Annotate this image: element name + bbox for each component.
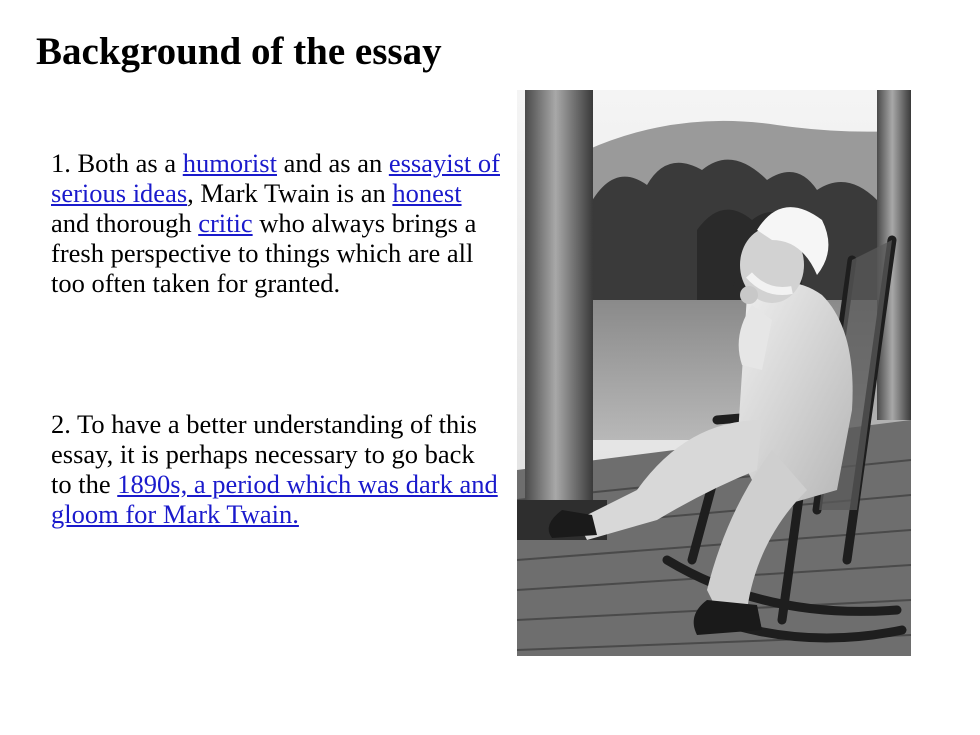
essayist-link[interactable]: essayist of serious ideas [51,148,500,208]
paragraph-1-text: and as an [276,148,389,178]
humorist-link[interactable]: humorist [182,148,277,178]
paragraph-1-text: and thorough [51,208,199,238]
paragraph-1-text: , Mark Twain is an [187,178,393,208]
paragraph-1-text: who always brings a fresh perspective to things which are all too often taken for granted. [51,208,477,298]
1890s-link[interactable]: 1890s, a period which was dark and gloom for Mark Twain. [51,469,498,529]
paragraph-2-text: 2. To have a better understanding of this essay, it is perhaps necessary to go back to the [51,409,477,499]
paragraph-1-text: 1. Both as a [51,148,183,178]
critic-link[interactable]: critic [198,208,253,238]
paragraph-1 [51,148,501,298]
honest-link[interactable]: honest [392,178,462,208]
slide-title: Background of the essay [36,30,442,73]
paragraph-2 [51,409,501,529]
mark-twain-photo [517,90,911,656]
